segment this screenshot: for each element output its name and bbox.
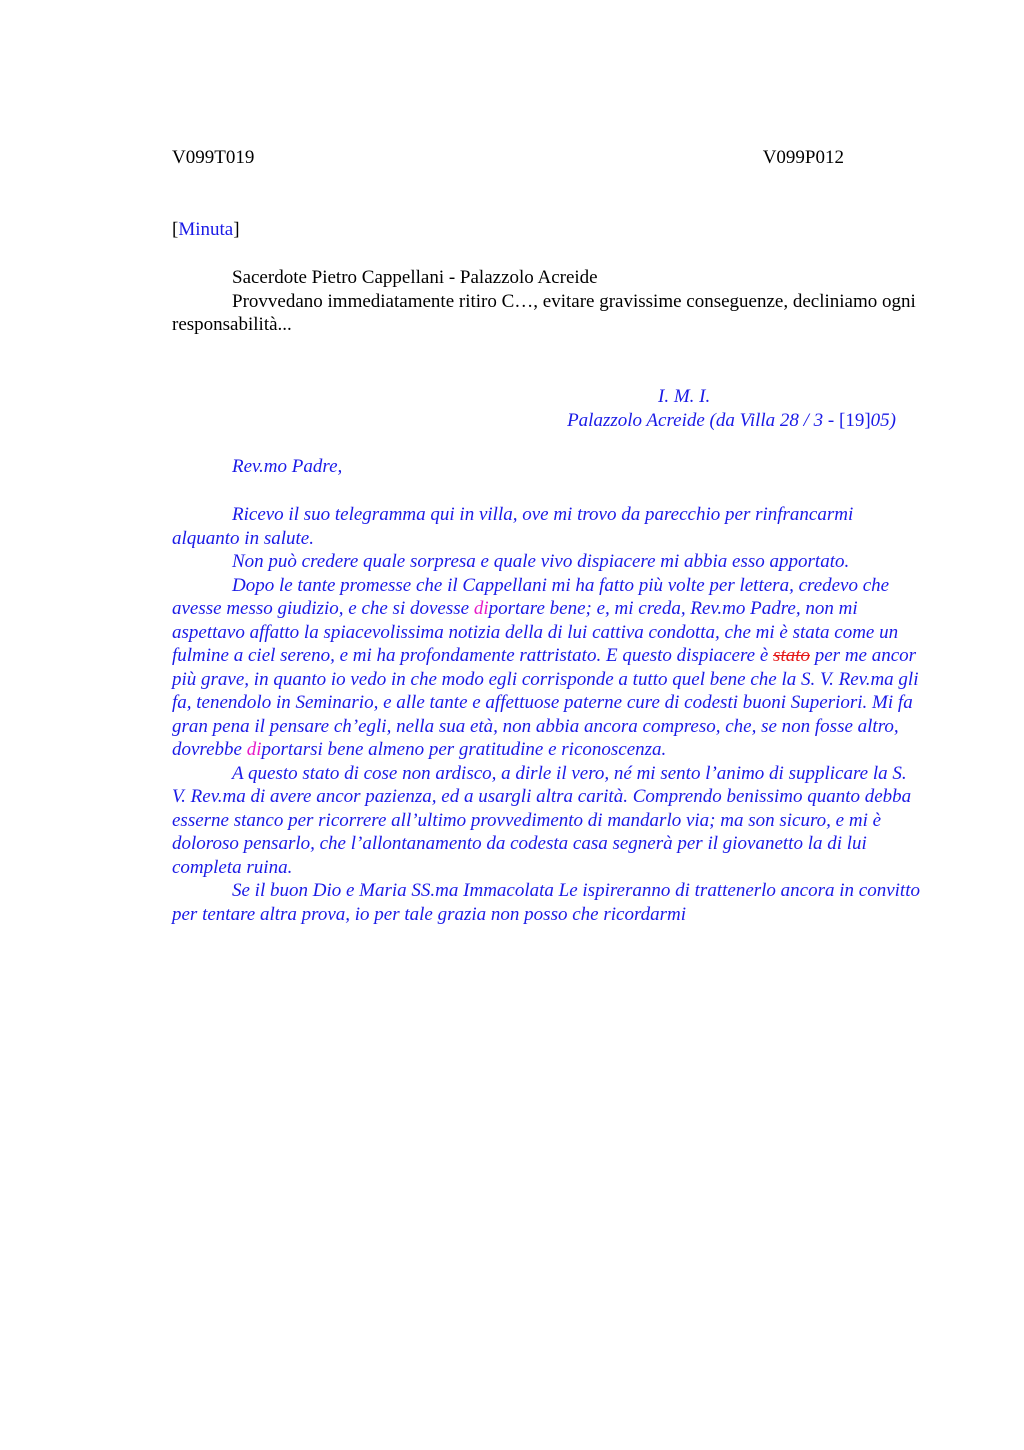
year-end: 05) [870,409,896,431]
telegram-addressee: Sacerdote Pietro Cappellani - Palazzolo Acreide [232,267,598,288]
minuta-text: Minuta [178,219,234,240]
document-code-left: V099T019 [172,147,255,168]
paragraph-3-part-c: per me ancor più grave, in quanto io vedo in che modo egli corrisponde a tutto quel bene che la S. V. Rev.ma gli fa, tenendolo in Seminario, e alle tante e affettuose paterne cure di codesti buoni Superiori. Mi fa gran pena il pensare ch’egli, nella sua età, non abbia ancora compreso, che, se non fosse altro, dovrebbe [172,645,919,760]
letter-paragraph-5: Se il buon Dio e Maria SS.ma Immacolata Le ispireranno di trattenerlo ancora in convitto per tentare altra prova, io per tale grazia non posso che ricordarmi [172,880,920,925]
struck-word: stato [773,645,810,666]
document-code-right: V099P012 [762,147,844,168]
bracket-open: [ [172,219,179,240]
paragraph-3-part-a: Dopo le tante promesse che il Cappellani mi ha fatto più volte per lettera, credevo che avesse messo giudizio, e che si dovesse [172,574,890,619]
minuta-label [172,219,240,241]
inserted-di-2: di [246,739,262,760]
place-date-text: Palazzolo Acreide (da Villa 28 / 3 - [567,409,840,431]
imi-heading: I. M. I. [658,386,711,407]
year-bracket: [19] [839,409,871,431]
letter-paragraph-2: Non può credere quale sorpresa e quale vivo dispiacere mi abbia esso apportato. [232,551,850,572]
letter-paragraph-4: A questo stato di cose non ardisco, a dirle il vero, né mi sento l’animo di supplicare la S. V. Rev.ma di avere ancor pazienza, ed a usargli altra carità. Comprendo benissimo quanto debba esserne stanco per ricorrere all’ultimo provvedimento di mandarlo via; ma son sicuro, e mi è doloroso pensarlo, che l’allontanamento da codesta casa segnerà per il giovanetto la di lui completa ruina. [172,762,912,878]
document-page [172,0,922,1450]
place-date [567,410,896,431]
document-header [172,147,844,171]
dateline [172,385,896,432]
telegram-message: Provvedano immediatamente ritiro C…, evitare gravissime conseguenze, decliniamo ogni responsabilità... [172,290,916,335]
letter-paragraph-3 [172,574,922,762]
paragraph-3-part-d: portarsi bene almeno per gratitudine e riconoscenza. [261,739,667,760]
bracket-close: ] [233,219,240,240]
letter-body [172,503,922,926]
greeting: Rev.mo Padre, [232,456,343,477]
letter-paragraph-1: Ricevo il suo telegramma qui in villa, ove mi trovo da parecchio per rinfrancarmi alquanto in salute. [172,504,854,549]
inserted-di-1: di [473,598,489,619]
paragraph-3-part-b: portare bene; e, mi creda, Rev.mo Padre, non mi aspettavo affatto la spiacevolissima notizia della di lui cattiva condotta, che mi è stata come un fulmine a ciel sereno, e mi ha profondamente rattristato. E questo dispiacere è [172,598,899,666]
telegram-text [172,266,922,337]
